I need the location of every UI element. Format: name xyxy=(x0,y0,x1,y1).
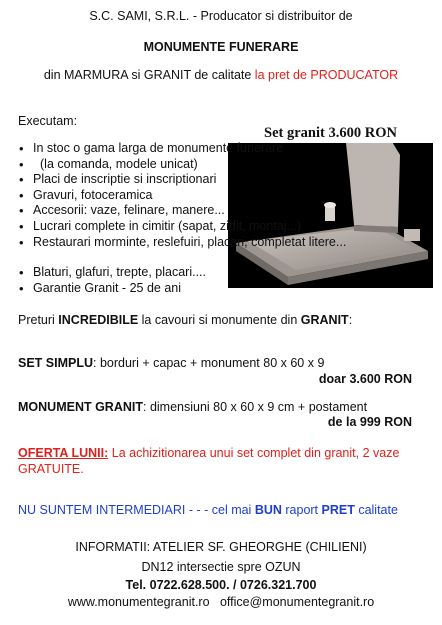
list-item: • Accesorii: vaze, felinare, manere... xyxy=(18,203,346,219)
company-line: S.C. SAMI, S.R.L. - Producator si distribuitor de xyxy=(89,9,353,23)
list-item-sub: • (la comanda, modele unicat) xyxy=(18,157,346,173)
preturi-text: : xyxy=(348,313,353,327)
website-link[interactable]: www.monumentegranit.ro xyxy=(67,595,210,609)
preturi-bold: INCREDIBILE xyxy=(58,313,139,327)
page-title: MONUMENTE FUNERARE xyxy=(143,40,299,54)
set-simplu-text: : borduri + capac + monument 80 x 60 x 9 xyxy=(93,356,325,370)
contact-web xyxy=(0,595,442,609)
preturi-line xyxy=(18,313,352,327)
list-item: • Restaurari morminte, reslefuiri, placari, completat litere... xyxy=(18,235,346,251)
list-item: • Gravuri, fotoceramica xyxy=(18,188,346,204)
contact-phone: Tel. 0722.628.500. / 0726.321.700 xyxy=(125,578,317,592)
subtitle xyxy=(0,68,442,82)
oferta-line2: GRATUITE. xyxy=(18,462,84,476)
monument-granit-line xyxy=(18,400,367,414)
oferta-text: La achizitionarea unui set complet din granit, 2 vaze xyxy=(108,446,400,460)
intermediari-text: raport xyxy=(281,503,322,517)
contact-info: INFORMATII: ATELIER SF. GHEORGHE (CHILIENI) xyxy=(75,540,367,554)
contact-road: DN12 intersectie spre OZUN xyxy=(141,560,301,574)
executam-heading: Executam: xyxy=(18,114,78,128)
intermediari-text: calitate xyxy=(354,503,398,517)
preturi-bold: GRANIT xyxy=(300,313,349,327)
preturi-text: Preturi xyxy=(18,313,59,327)
set-simplu-price: doar 3.600 RON xyxy=(318,372,412,386)
intermediari-line xyxy=(18,503,398,517)
subtitle-highlight: la pret de PRODUCATOR xyxy=(254,68,399,82)
set-simplu-line xyxy=(18,356,324,370)
monument-granit-price: de la 999 RON xyxy=(327,415,412,429)
list-item: • Garantie Granit - 25 de ani xyxy=(18,281,346,297)
preturi-text: la cavouri si monumente din xyxy=(138,313,301,327)
set-simplu-label: SET SIMPLU xyxy=(18,356,94,370)
list-item: • Placi de inscriptie si inscriptionari xyxy=(18,172,346,188)
intermediari-text: NU SUNTEM INTERMEDIARI - - - cel mai xyxy=(18,503,255,517)
monument-granit-label: MONUMENT GRANIT xyxy=(18,400,143,414)
monument-granit-text: : dimensiuni 80 x 60 x 9 cm + postament xyxy=(143,400,368,414)
services-list xyxy=(18,141,346,296)
intermediari-bold: BUN xyxy=(254,503,282,517)
oferta-line xyxy=(18,446,399,460)
list-item: • Blaturi, glafuri, trepte, placari.... xyxy=(18,265,346,281)
list-item: • In stoc o gama larga de monumente funerare xyxy=(18,141,346,157)
intermediari-bold: PRET xyxy=(321,503,355,517)
email-link[interactable]: office@monumentegranit.ro xyxy=(219,595,375,609)
list-item: • Lucrari complete in cimitir (sapat, zidit, montaj...) xyxy=(18,219,346,235)
photo-caption: Set granit 3.600 RON xyxy=(228,125,433,143)
subtitle-text: din MARMURA si GRANIT de calitate xyxy=(43,68,255,82)
oferta-label: OFERTA LUNII: xyxy=(18,446,109,460)
